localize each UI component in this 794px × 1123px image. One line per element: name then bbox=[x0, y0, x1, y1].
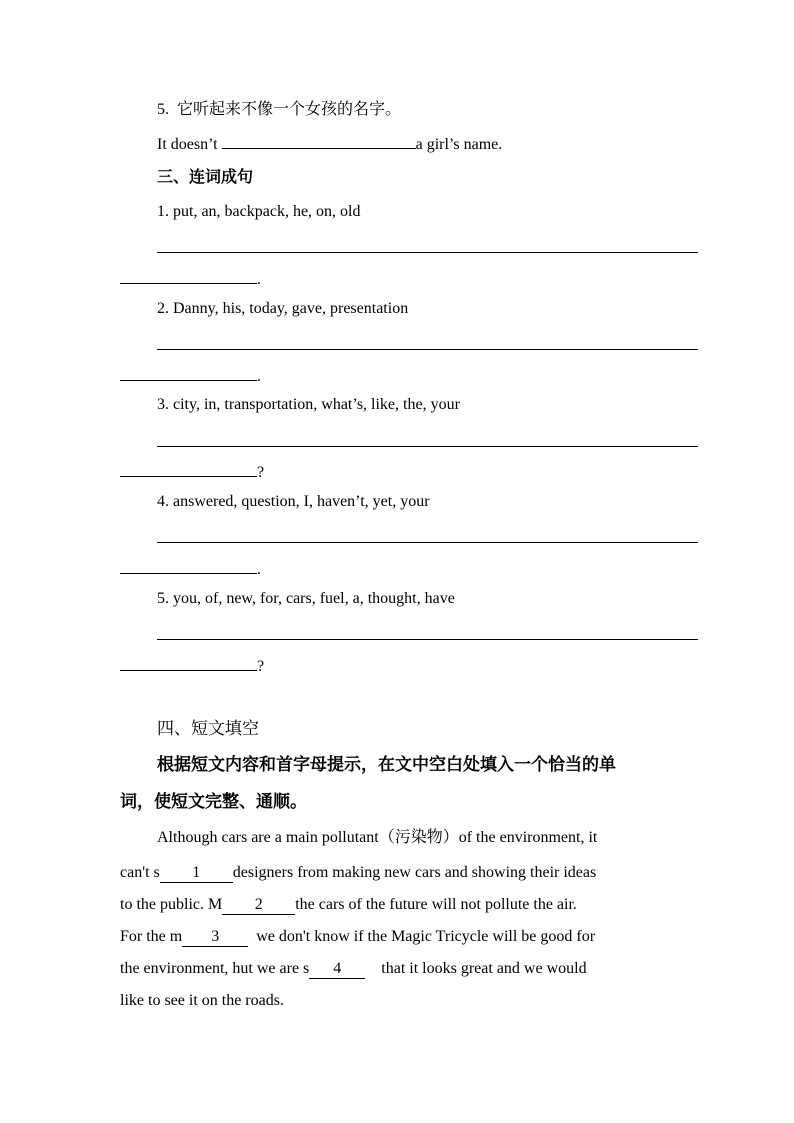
answer-blank[interactable] bbox=[120, 461, 257, 477]
passage-text: the cars of the future will not pollute the air. bbox=[295, 896, 577, 913]
sentence-end: a girl’s name. bbox=[415, 136, 503, 153]
sentence-end-mark: ? bbox=[257, 464, 265, 481]
passage-line-4 bbox=[120, 926, 595, 948]
translation-item-5-answer-line bbox=[157, 133, 502, 156]
answer-blank[interactable] bbox=[120, 655, 257, 671]
passage-text: to the public. M bbox=[120, 896, 223, 913]
answer-blank[interactable] bbox=[222, 133, 416, 149]
passage-line-6: like to see it on the roads. bbox=[120, 992, 284, 1009]
answer-blank[interactable] bbox=[120, 268, 257, 284]
item-number: 5. bbox=[157, 101, 169, 118]
chinese-sentence: 它听起来不像一个女孩的名字。 bbox=[177, 99, 402, 118]
answer-line-continuation bbox=[120, 365, 261, 388]
passage-text: designers from making new cars and showing their ideas bbox=[232, 864, 597, 881]
reorder-item-5-prompt: 5. you, of, new, for, cars, fuel, a, thought, have bbox=[157, 590, 455, 607]
passage-line-5 bbox=[120, 958, 587, 980]
reorder-item-1-prompt: 1. put, an, backpack, he, on, old bbox=[157, 203, 361, 220]
passage-blank-4[interactable]: 4 bbox=[309, 960, 365, 979]
reorder-item-4-prompt: 4. answered, question, I, haven’t, yet, your bbox=[157, 493, 430, 510]
passage-text: we don't know if the Magic Tricycle will be good for bbox=[256, 928, 596, 945]
answer-line[interactable] bbox=[157, 542, 698, 543]
sentence-end-mark: . bbox=[257, 271, 261, 288]
answer-blank[interactable] bbox=[120, 558, 257, 574]
passage-text: the environment, hut we are s bbox=[120, 960, 310, 977]
answer-line-continuation bbox=[120, 558, 261, 581]
passage-line-3 bbox=[120, 894, 577, 916]
reorder-item-3-prompt: 3. city, in, transportation, what’s, like, the, your bbox=[157, 396, 460, 413]
passage-blank-1[interactable]: 1 bbox=[160, 864, 233, 883]
sentence-start: It doesn’t bbox=[157, 136, 218, 153]
answer-line[interactable] bbox=[157, 446, 698, 447]
passage-text: can't s bbox=[120, 864, 160, 881]
answer-line-continuation bbox=[120, 461, 264, 484]
reorder-item-2-prompt: 2. Danny, his, today, gave, presentation bbox=[157, 300, 409, 317]
section-4-instruction-line-1: 根据短文内容和首字母提示，在文中空白处填入一个恰当的单 bbox=[157, 755, 616, 775]
section-4-instruction-line-2: 词，使短文完整、通顺。 bbox=[120, 792, 307, 812]
section-4-title: 四、短文填空 bbox=[157, 719, 259, 739]
passage-line-1: Although cars are a main pollutant（污染物）of the environment, it bbox=[157, 829, 598, 846]
passage-line-2 bbox=[120, 862, 596, 884]
answer-line-continuation bbox=[120, 655, 264, 678]
answer-line[interactable] bbox=[157, 639, 698, 640]
passage-blank-2[interactable]: 2 bbox=[222, 896, 295, 915]
answer-line-continuation bbox=[120, 268, 261, 291]
sentence-end-mark: . bbox=[257, 368, 261, 385]
passage-text: For the m bbox=[120, 928, 183, 945]
translation-item-5-prompt bbox=[157, 98, 401, 121]
sentence-end-mark: ? bbox=[257, 658, 265, 675]
sentence-end-mark: . bbox=[257, 561, 261, 578]
passage-blank-3[interactable]: 3 bbox=[182, 928, 248, 947]
answer-line[interactable] bbox=[157, 349, 698, 350]
answer-line[interactable] bbox=[157, 252, 698, 253]
passage-text: that it looks great and we would bbox=[381, 960, 587, 977]
answer-blank[interactable] bbox=[120, 365, 257, 381]
section-3-title: 三、连词成句 bbox=[157, 167, 254, 186]
